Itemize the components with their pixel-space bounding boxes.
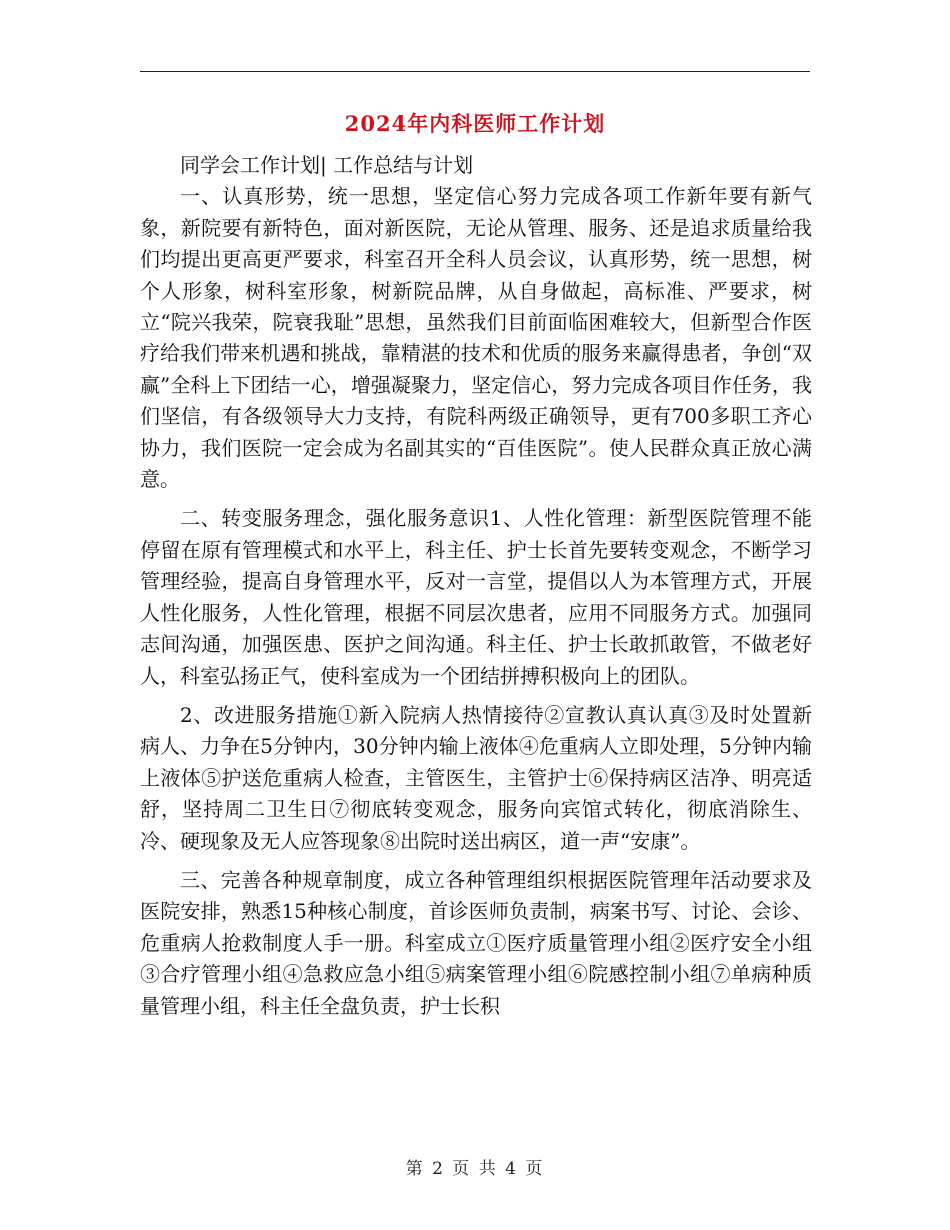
header-rule xyxy=(140,71,810,72)
paragraph-3: 2、改进服务措施①新入院病人热情接待②宣教认真认真③及时处置新病人、力争在5分钟内，30分钟内输上液体④危重病人立即处理，5分钟内输上液体⑤护送危重病人检查，主管医生，主管护士⑥保持病区洁净、明亮适舒，坚持周二卫生日⑦彻底转变观念，服务向宾馆式转化，彻底消除生、冷、硬现象及无人应答现象⑧出院时送出病区，道一声“安康”。 xyxy=(140,702,812,853)
paragraph-4: 三、完善各种规章制度，成立各种管理组织根据医院管理年活动要求及医院安排，熟悉15种核心制度，首诊医师负责制，病案书写、讨论、会诊、危重病人抢救制度人手一册。科室成立①医疗质量管理小组②医疗安全小组③合疗管理小组④急救应急小组⑤病案管理小组⑥院感控制小组⑦单病种质量管理小组，科主任全盘负责，护士长积 xyxy=(140,867,812,1018)
paragraph-1: 一、认真形势，统一思想，坚定信心努力完成各项工作新年要有新气象，新院要有新特色，面对新医院，无论从管理、服务、还是追求质量给我们均提出更高更严要求，科室召开全科人员会议，认真形势，统一思想，树个人形象，树科室形象，树新院品牌，从自身做起，高标准、严要求，树立“院兴我荣，院衰我耻”思想，虽然我们目前面临困难较大，但新型合作医疗给我们带来机遇和挑战，靠精湛的技术和优质的服务来赢得患者，争创“双赢”全科上下团结一心，增强凝聚力，坚定信心，努力完成各项目作任务，我们坚信，有各级领导大力支持，有院科两级正确领导，更有700多职工齐心协力，我们医院一定会成为名副其实的“百佳医院”。使人民群众真正放心满意。 xyxy=(140,184,812,492)
document-body xyxy=(140,150,812,1022)
document-title: 2024年内科医师工作计划 xyxy=(344,111,606,136)
page-number: 第 2 页 共 4 页 xyxy=(405,1159,545,1179)
paragraph-2: 二、转变服务理念，强化服务意识1、人性化管理：新型医院管理不能停留在原有管理模式和水平上，科主任、护士长首先要转变观念，不断学习管理经验，提高自身管理水平，反对一言堂，提倡以人为本管理方式，开展人性化服务，人性化管理，根据不同层次患者，应用不同服务方式。加强同志间沟通，加强医患、医护之间沟通。科主任、护士长敢抓敢管，不做老好人，科室弘扬正气，使科室成为一个团结拼搏积极向上的团队。 xyxy=(140,506,812,688)
document-subtitle: 同学会工作计划| 工作总结与计划 xyxy=(180,153,474,177)
